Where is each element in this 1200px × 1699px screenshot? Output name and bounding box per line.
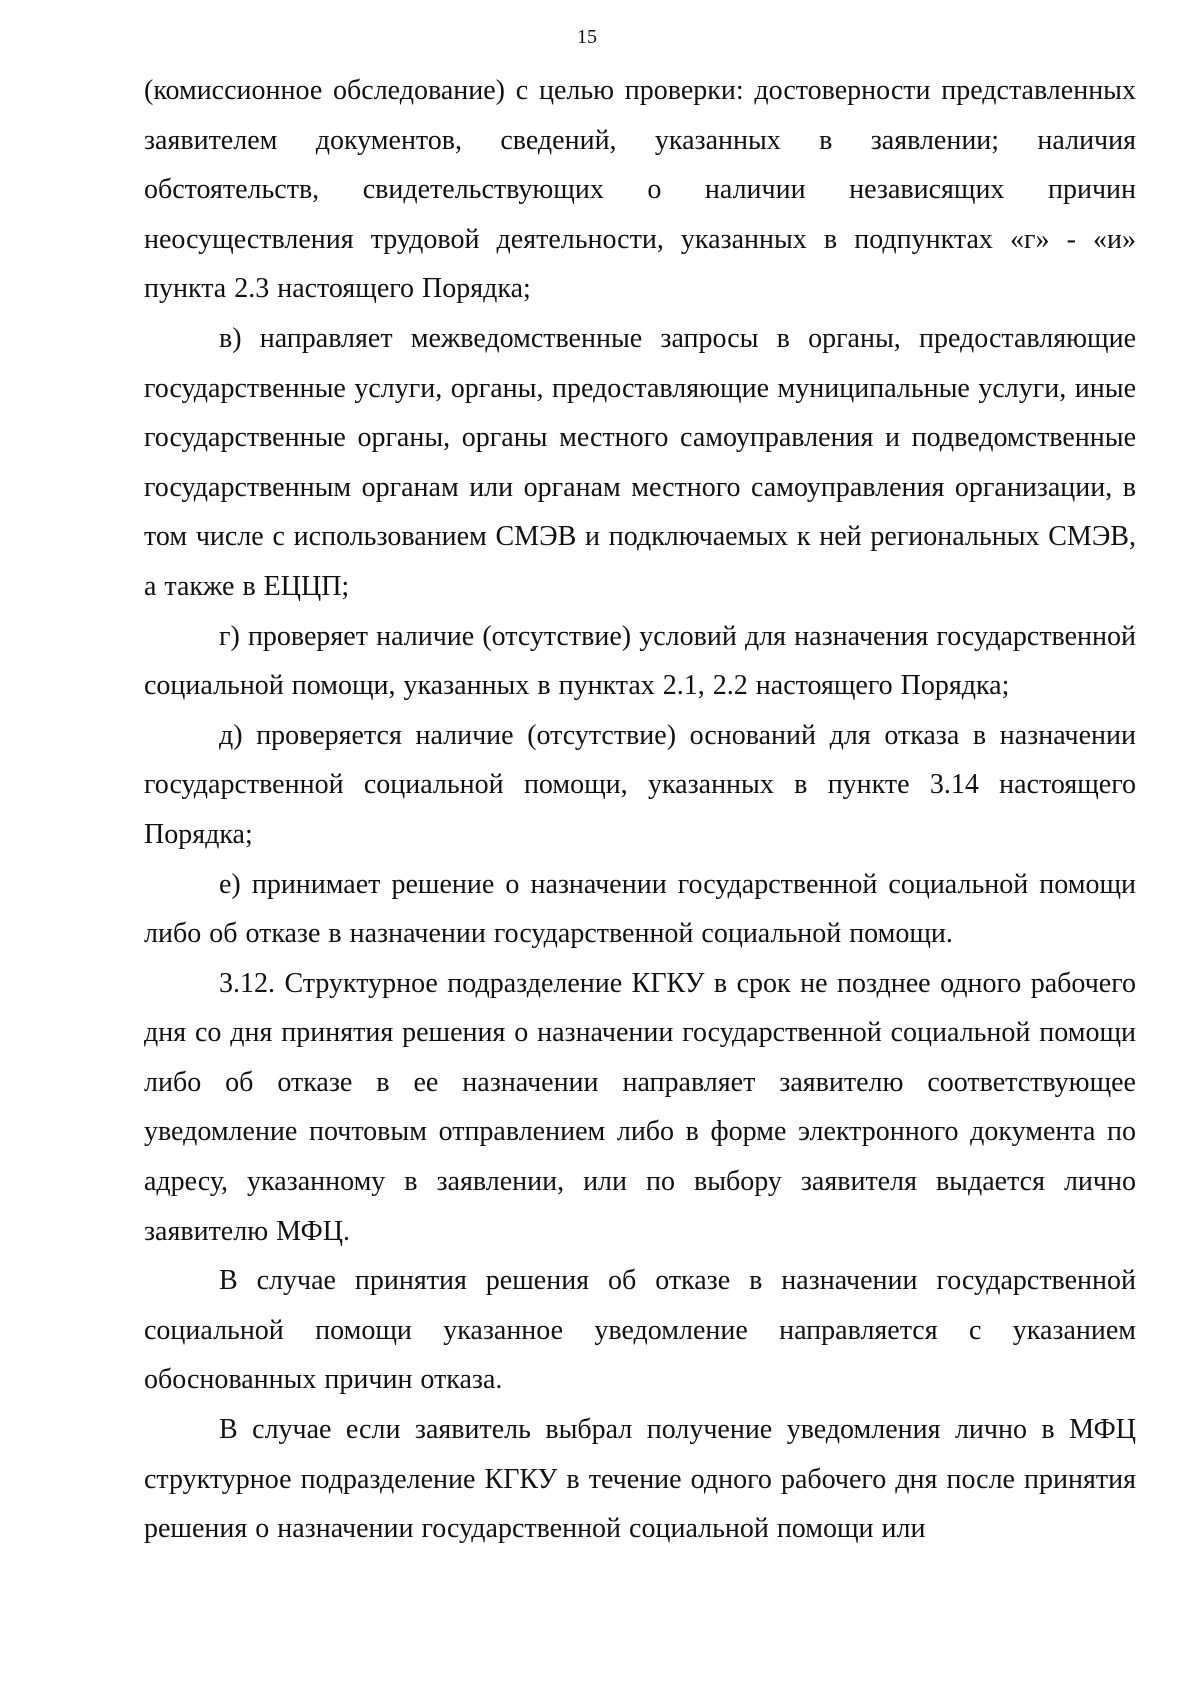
paragraph-item-e: е) принимает решение о назначении государственной социальной помощи либо об отказе в назначении государственной социальной помощи. [144,868,1136,950]
paragraph-refusal-case: В случае принятия решения об отказе в назначении государственной социальной помощи указанное уведомление направляется с указанием обоснованных причин отказа. [144,1265,1136,1396]
page-number: 15 [577,26,597,48]
document-body [144,66,1136,1554]
paragraph-item-v: в) направляет межведомственные запросы в органы, предоставляющие государственные услуги, органы, предоставляющие муниципальные услуги, иные государственные органы, органы местного самоуправления и подведомственные государственным органам или органам местного самоуправления организации, в том числе с использованием СМЭВ и подключаемых к ней региональных СМЭВ, а также в ЕЦЦП; [144,322,1136,602]
paragraph-3-12: 3.12. Структурное подразделение КГКУ в срок не позднее одного рабочего дня со дня принятия решения о назначении государственной социальной помощи либо об отказе в ее назначении направляет заявителю соответствующее уведомление почтовым отправлением либо в форме электронного документа по адресу, указанному в заявлении, или по выбору заявителя выдается лично заявителю МФЦ. [144,967,1136,1247]
paragraph-continuation: (комиссионное обследование) с целью проверки: достоверности представленных заявителем документов, сведений, указанных в заявлении; наличия обстоятельств, свидетельствующих о наличии независящих причин неосуществления трудовой деятельности, указанных в подпунктах «г» - «и» пункта 2.3 настоящего Порядка; [144,75,1136,305]
paragraph-item-g: г) проверяет наличие (отсутствие) условий для назначения государственной социальной помощи, указанных в пунктах 2.1, 2.2 настоящего Порядка; [144,620,1136,702]
paragraph-mfc-case: В случае если заявитель выбрал получение уведомления лично в МФЦ структурное подразделение КГКУ в течение одного рабочего дня после принятия решения о назначении государственной социальной помощи или [144,1414,1136,1545]
paragraph-item-d: д) проверяется наличие (отсутствие) оснований для отказа в назначении государственной социальной помощи, указанных в пункте 3.14 настоящего Порядка; [144,719,1136,850]
